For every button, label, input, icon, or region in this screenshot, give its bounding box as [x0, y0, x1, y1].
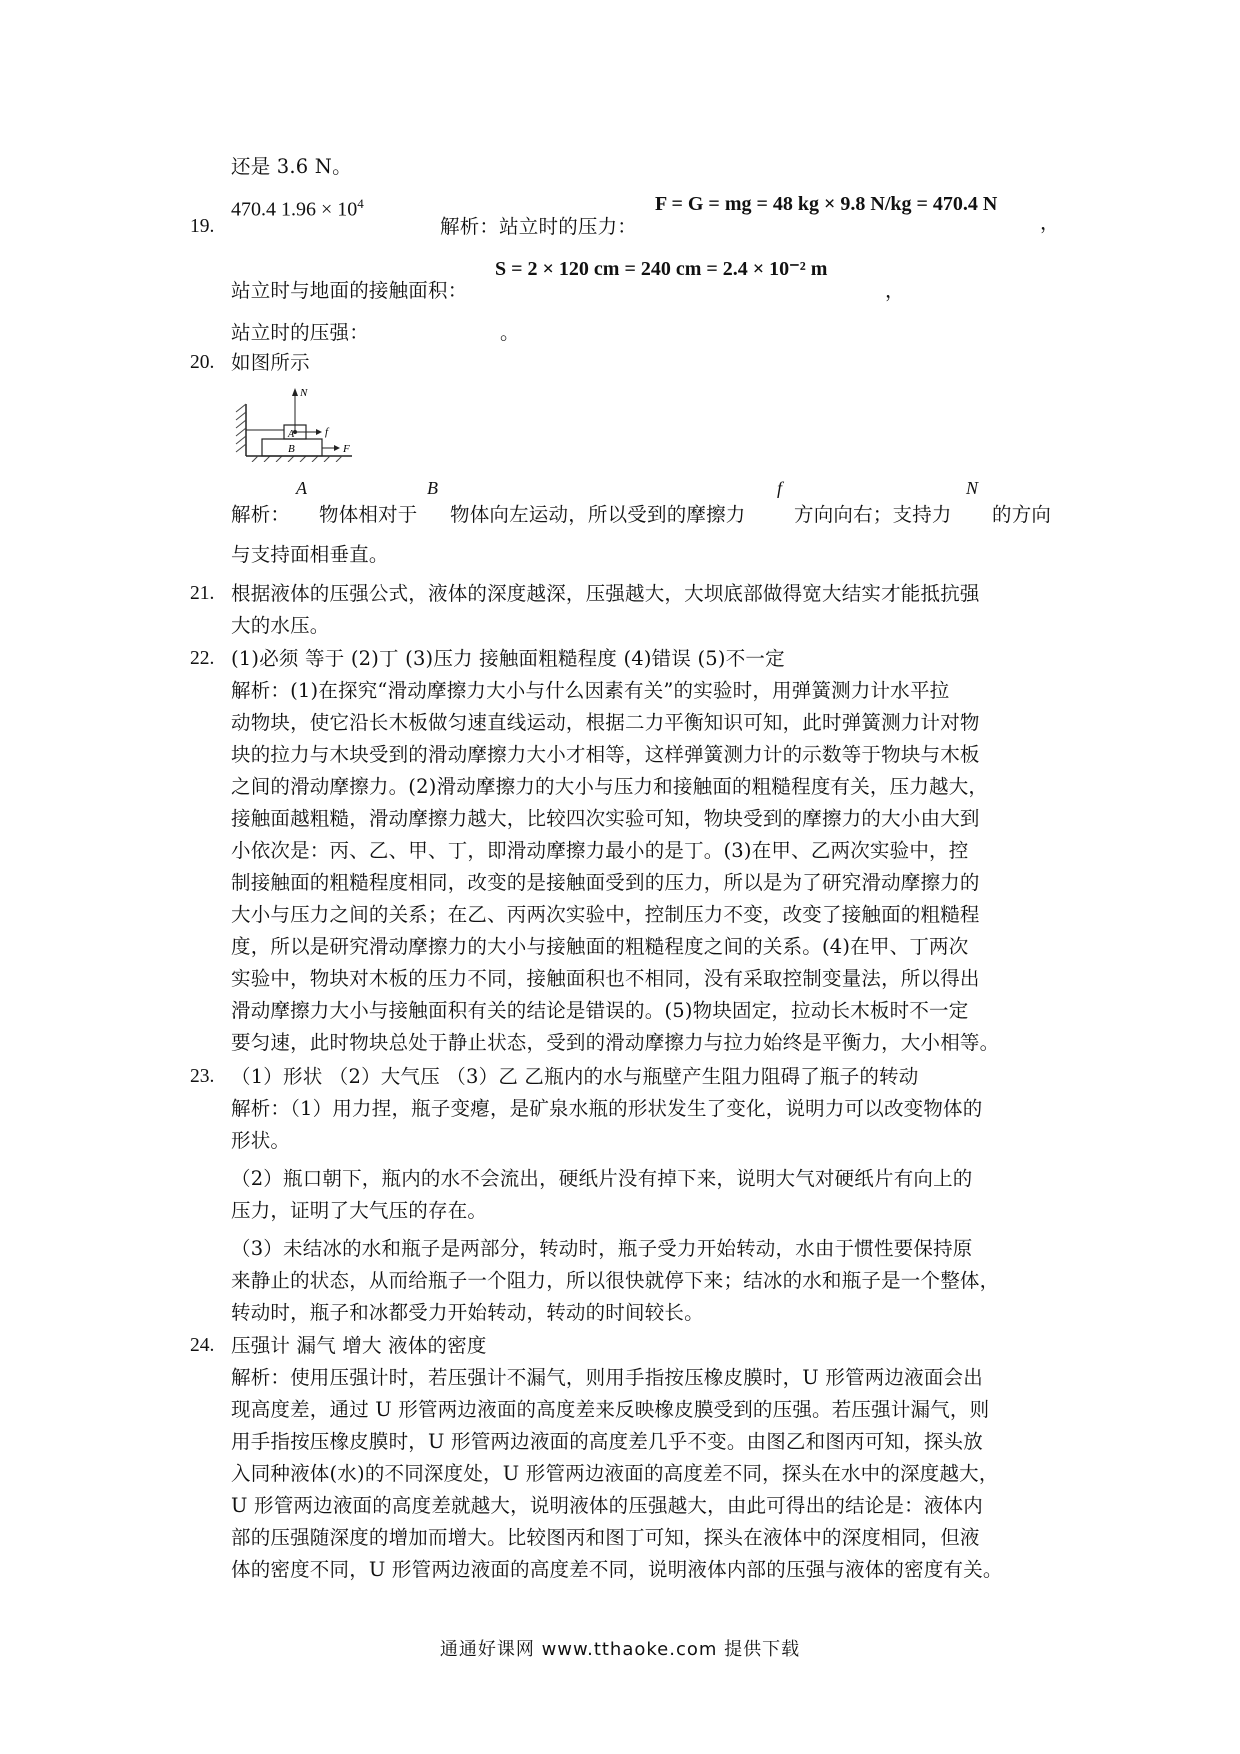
text-line: 实验中，物块对木板的压力不同，接触面积也不相同，没有采取控制变量法，所以得出 — [231, 967, 980, 990]
label-A: A — [288, 429, 295, 440]
text-line: 根据液体的压强公式，液体的深度越深，压强越大，大坝底部做得宽大结实才能抵抗强 — [231, 582, 980, 605]
text-line: 入同种液体(水)的不同深度处，U 形管两边液面的高度差不同，探头在水中的深度越大， — [231, 1462, 999, 1485]
force-diagram — [232, 386, 402, 462]
text-line: 解析：(1)在探究“滑动摩擦力大小与什么因素有关”的实验时，用弹簧测力计水平拉 — [231, 679, 950, 702]
answer-19-values: 470.4 $1.96 \times 10^4$ — [231, 196, 364, 221]
text-line: 方向向右；支持力 — [794, 503, 952, 526]
var-A: A — [296, 478, 307, 498]
formula-force: F = G = mg = 48 kg × 9.8 N/kg = 470.4 N — [655, 193, 998, 215]
text-line: 物体相对于 — [319, 503, 418, 526]
item-number-24: 24. — [190, 1335, 215, 1356]
text-line: 站立时与地面的接触面积： — [231, 279, 468, 302]
text-line: 压强计 漏气 增大 液体的密度 — [231, 1334, 487, 1357]
text-line: 之间的滑动摩擦力。(2)滑动摩擦力的大小与压力和接触面的粗糙程度有关，压力越大， — [231, 775, 989, 798]
text-line: 站立时的压强： — [231, 321, 369, 344]
period: 。 — [500, 321, 520, 344]
text-line: U 形管两边液面的高度差就越大，说明液体的压强越大，由此可得出的结论是：液体内 — [231, 1494, 983, 1517]
text-line: 接触面越粗糙，滑动摩擦力越大，比较四次实验可知，物块受到的摩擦力的大小由大到 — [231, 807, 980, 830]
text-line: （3）未结冰的水和瓶子是两部分，转动时，瓶子受力开始转动，水由于惯性要保持原 — [231, 1237, 973, 1260]
var-N: N — [966, 478, 979, 498]
text-line: 小依次是：丙、乙、甲、丁，即滑动摩擦力最小的是丁。(3)在甲、乙两次实验中，控 — [231, 839, 969, 862]
text-line: 形状。 — [231, 1129, 291, 1152]
label-B: B — [288, 443, 295, 455]
text-line: 部的压强随深度的增加而增大。比较图丙和图丁可知，探头在液体中的深度相同，但液 — [231, 1526, 980, 1549]
text-line: （2）瓶口朝下，瓶内的水不会流出，硬纸片没有掉下来，说明大气对硬纸片有向上的 — [231, 1167, 973, 1190]
text-line: 块的拉力与木块受到的滑动摩擦力大小才相等，这样弹簧测力计的示数等于物块与木板 — [231, 743, 980, 766]
text-line: 压力，证明了大气压的存在。 — [231, 1199, 488, 1222]
item-number-21: 21. — [190, 583, 215, 604]
text-line: 解析：（1）用力捏，瓶子变瘪，是矿泉水瓶的形状发生了变化，说明力可以改变物体的 — [231, 1097, 983, 1120]
text-line: 制接触面的粗糙程度相同，改变的是接触面受到的压力，所以是为了研究滑动摩擦力的 — [231, 871, 980, 894]
text-line: 滑动摩擦力大小与接触面积有关的结论是错误的。(5)物块固定，拉动长木板时不一定 — [231, 999, 969, 1022]
text-line: 要匀速，此时物块总处于静止状态，受到的滑动摩擦力与拉力始终是平衡力，大小相等。 — [231, 1031, 1000, 1054]
label-f: f — [325, 426, 329, 438]
comma: ， — [1040, 211, 1060, 234]
text-line: 动物块，使它沿长木板做匀速直线运动，根据二力平衡知识可知，此时弹簧测力计对物 — [231, 711, 980, 734]
text-line: 解析：使用压强计时，若压强计不漏气，则用手指按压橡皮膜时，U 形管两边液面会出 — [231, 1366, 983, 1389]
text-line: (1)必须 等于 (2)丁 (3)压力 接触面粗糙程度 (4)错误 (5)不一定 — [231, 647, 785, 670]
text-line: 转动时，瓶子和冰都受力开始转动，转动的时间较长。 — [231, 1301, 704, 1324]
text-line: 与支持面相垂直。 — [231, 543, 389, 566]
item-number-19: 19. — [190, 216, 215, 237]
item-number-22: 22. — [190, 648, 215, 669]
text-line: 度，所以是研究滑动摩擦力的大小与接触面的粗糙程度之间的关系。(4)在甲、丁两次 — [231, 935, 969, 958]
var-f: f — [777, 478, 783, 498]
analysis-19-label: 解析：站立时的压力： — [440, 215, 638, 238]
var-B: B — [427, 478, 438, 498]
label-N: N — [300, 387, 308, 399]
text-line: 大的水压。 — [231, 614, 330, 637]
text-line: 还是 3.6 N。 — [231, 155, 352, 178]
text-line: 大小与压力之间的关系；在乙、丙两次实验中，控制压力不变，改变了接触面的粗糙程 — [231, 903, 980, 926]
text-line: 如图所示 — [231, 351, 310, 374]
text-line: 现高度差，通过 U 形管两边液面的高度差来反映橡皮膜受到的压强。若压强计漏气，则 — [231, 1398, 990, 1421]
formula-area: S = 2 × 120 cm = 240 cm = 2.4 × 10⁻² m — [495, 258, 828, 280]
comma: ， — [885, 279, 905, 302]
text-line: 来静止的状态，从而给瓶子一个阻力，所以很快就停下来；结冰的水和瓶子是一个整体， — [231, 1269, 1000, 1292]
label-F: F — [343, 443, 350, 455]
text-line: 体的密度不同，U 形管两边液面的高度差不同，说明液体内部的压强与液体的密度有关。 — [231, 1558, 1003, 1581]
item-number-23: 23. — [190, 1066, 215, 1087]
text-line: 的方向 — [992, 503, 1052, 526]
footer-watermark: 通通好课网 www.tthaoke.com 提供下载 — [439, 1639, 801, 1660]
text-line: （1）形状 （2）大气压 （3）乙 乙瓶内的水与瓶壁产生阻力阻碍了瓶子的转动 — [231, 1065, 919, 1088]
text-line: 物体向左运动，所以受到的摩擦力 — [450, 503, 746, 526]
text-line: 用手指按压橡皮膜时，U 形管两边液面的高度差几乎不变。由图乙和图丙可知，探头放 — [231, 1430, 983, 1453]
text-line: 解析： — [231, 503, 291, 526]
item-number-20: 20. — [190, 352, 215, 373]
